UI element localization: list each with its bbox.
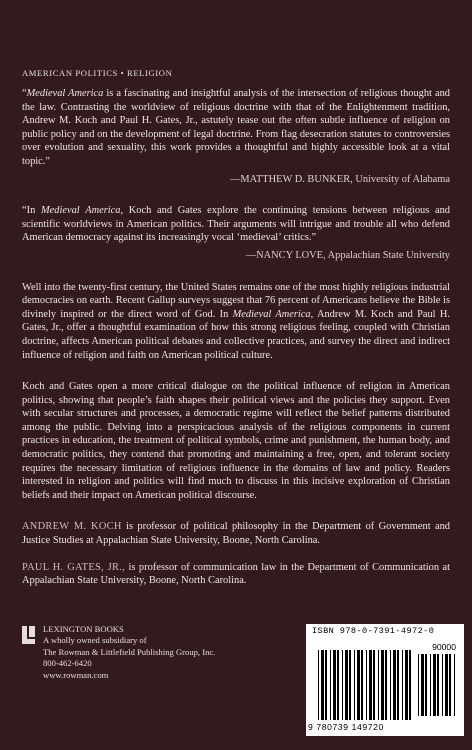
publisher-text — [43, 624, 283, 681]
publisher-line-1: A wholly owned subsidiary of — [43, 635, 147, 646]
addon-barcode-bar — [430, 654, 431, 716]
lexington-books-logo — [22, 626, 35, 644]
barcode-bar — [373, 650, 375, 720]
book-title-italic: Medieval America — [41, 205, 121, 217]
publisher-name: LEXINGTON BOOKS — [43, 624, 124, 634]
addon-barcode-bar — [454, 654, 455, 716]
review-quote-2-text: , Koch and Gates explore the continuing tensions between religious and scientific worldviews in American politics. Their arguments will intrigue and trouble all who defend American democracy against its increasingly vocal ‘medieval’ critics.” — [22, 205, 450, 244]
review-quote-2 — [22, 204, 450, 245]
barcode-number: 9 780739 149720 — [308, 722, 384, 732]
barcode-bar — [390, 650, 391, 720]
barcode-box — [306, 624, 464, 736]
barcode-bar — [409, 650, 411, 720]
addon-barcode-bar — [445, 654, 448, 716]
addon-barcode-bar — [418, 654, 419, 716]
book-title-italic: Medieval America — [26, 88, 104, 99]
review-quote-1-text: is a fascinating and insightful analysis of the intersection of religious thought and the law. Contrasting the worldview of religious doctrine with that of the Enlightenment tradition, Andrew M. Koch and Paul H. Gates, Jr., astutely tease out the often subtle influence of religion on public policy and on the development of legal doctrine. From flag desecration statutes to controversies over evolution and sexuality, this work provides a thoughtful and highly accessible look at a vital topic.” — [22, 88, 450, 167]
author-bio-2 — [22, 561, 450, 588]
barcode-bar — [333, 650, 336, 720]
barcode-bar — [349, 650, 351, 720]
barcode-bar — [318, 650, 319, 720]
barcode-bar — [393, 650, 396, 720]
barcode-bar — [381, 650, 384, 720]
barcode-bar — [354, 650, 355, 720]
price-code: 90000 — [432, 642, 456, 652]
barcode-bar — [366, 650, 367, 720]
addon-barcode-bar — [421, 654, 424, 716]
review-attribution-1: —MATTHEW D. BUNKER, University of Alabama — [229, 173, 450, 185]
isbn-label: ISBN 978-0-7391-4972-0 — [312, 626, 435, 636]
author-bio-1-text: is professor of political philosophy in the Department of Government and Justice Studies at Appalachian State University, Boone, North Carolina. — [22, 521, 450, 547]
barcode-bar — [330, 650, 331, 720]
barcode-bar — [321, 650, 324, 720]
publisher-line-2: The Rowman & Littlefield Publishing Group, Inc. — [43, 646, 216, 657]
addon-barcode-bar — [433, 654, 436, 716]
barcode-bar — [378, 650, 379, 720]
category-label: AMERICAN POLITICS • RELIGION — [22, 68, 173, 78]
addon-barcode-bar — [437, 654, 439, 716]
barcode-bar — [369, 650, 372, 720]
review-quote-2-intro: “In — [22, 205, 42, 217]
addon-barcode-bar — [449, 654, 451, 716]
author-name-1: ANDREW M. KOCH — [22, 521, 122, 533]
addon-barcode-bar — [425, 654, 427, 716]
author-bio-1 — [22, 520, 450, 547]
barcode-bar — [402, 650, 403, 720]
barcode-bar — [397, 650, 399, 720]
review-attribution-2: —NANCY LOVE, Appalachian State University — [245, 249, 450, 261]
barcode-bar — [325, 650, 327, 720]
author-name-2: PAUL H. GATES, JR., — [22, 561, 126, 573]
description-paragraph-2: Koch and Gates open a more critical dialogue on the political influence of religion in American politics, showing that people’s faith shapes their political views and the policies they support. Even with secular structures and processes, a democratic regime will reflect the belief patterns distributed among the public. Delving into a perspicacious analysis of the religious components in current practices in education, the treatment of political symbols, crime and punishment, the human body, and democratic politics, they contend that promoting and maintaining a free, open, and tolerant society requires the necessary limitation of religious influence in the domains of law and policy. Readers interested in religion and politics will find much to discuss in this incisive exploration of Christian beliefs and their impact on American political discourse. — [22, 381, 450, 501]
barcode-bar — [385, 650, 387, 720]
barcode-bar — [361, 650, 363, 720]
review-quote-1: “Medieval America is a fascinating and insightful analysis of the intersection of religious thought and the law. Contrasting the worldview of religious doctrine with that of the Enlightenment tradition, Andrew M. Koch and Paul H. Gates, Jr., astutely tease out the often subtle influence of religion on public policy and on the development of legal doctrine. From flag desecration statutes to controversies over evolution and sexuality, this work provides a thoughtful and highly accessible look at a vital topic.” — [22, 88, 450, 167]
barcode-bar — [357, 650, 360, 720]
publisher-website: www.rowman.com — [43, 669, 109, 680]
cover-text-block — [22, 68, 450, 588]
publisher-phone: 800-462-6420 — [43, 658, 92, 669]
barcode — [306, 624, 464, 736]
author-bio-2-text: is professor of communication law in the Department of Communication at Appalachian State University, Boone, North Carolina. — [22, 561, 450, 587]
addon-barcode-bar — [442, 654, 443, 716]
barcode-bar — [337, 650, 339, 720]
barcode-bar — [342, 650, 343, 720]
barcode-bar — [405, 650, 408, 720]
description-paragraph-1 — [22, 281, 450, 363]
description-1-part1: Well into the twenty-first century, the United States remains one of the most highly religious industrial democracies on earth. Recent Gallup surveys suggest that 76 percent of Americans believe the Bible is divinely inspired or the direct word of God. In — [22, 281, 450, 320]
barcode-bar — [345, 650, 348, 720]
description-1-part2: , Andrew M. Koch and Paul H. Gates, Jr., offer a thoughtful examination of how this strong religious feeling, coupled with Christian doctrine, affects American political debates and collective practices, and survey the direct and indirect influence of religion and faith on American political culture. — [22, 308, 450, 361]
book-title-italic: Medieval America — [232, 308, 311, 320]
